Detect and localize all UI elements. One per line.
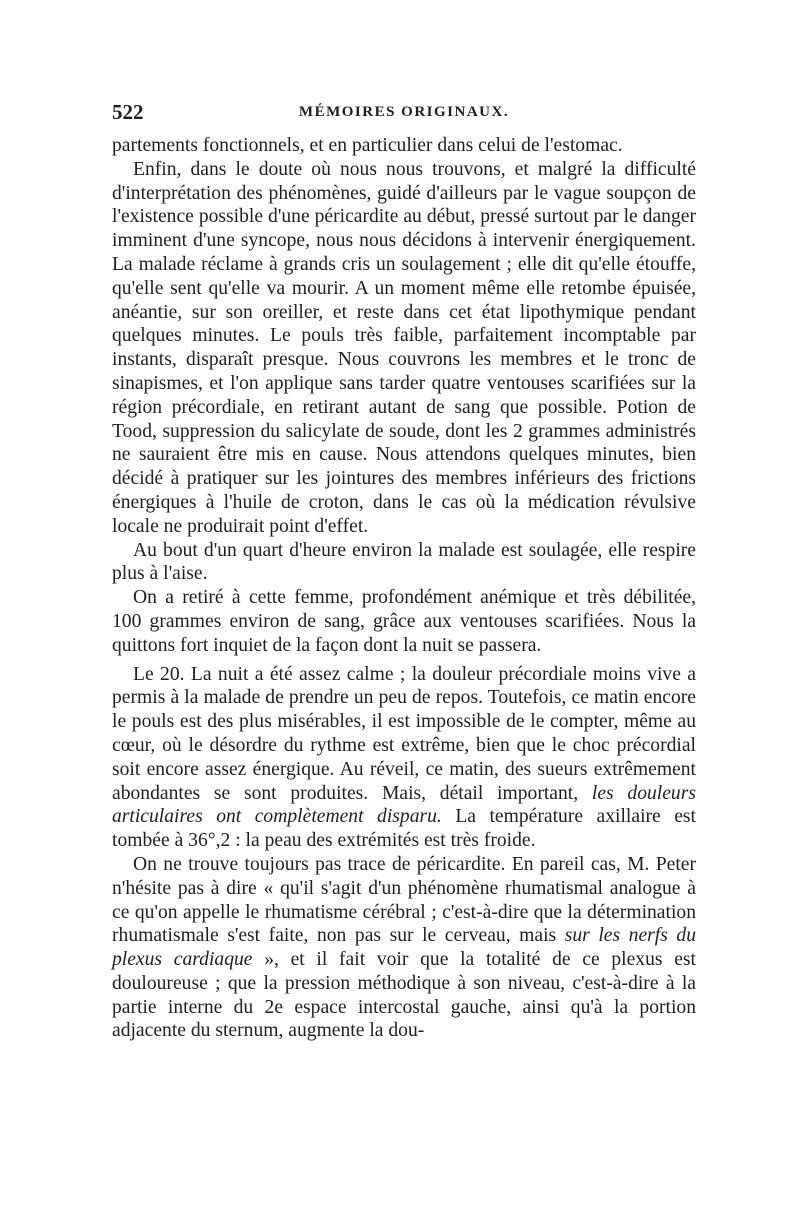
- paragraph-6-text-b: », et il fait voir que la totalité de ce plexus est douloureuse ; que la pression méthodique à son niveau, c'est-à-dire à la partie interne du 2e espace intercostal gauche, ainsi qu'à la portion adjacente du sternum, augmente la dou-: [112, 949, 696, 1042]
- paragraph-5-text-b: La température axillaire est tombée à 36°,2 : la peau des extrémités est très froide.: [112, 806, 696, 852]
- paragraph-6-emphasis: sur les nerfs du plexus cardiaque: [112, 925, 696, 971]
- paragraph-1: partements fonctionnels, et en particulier dans celui de l'estomac.: [112, 135, 623, 156]
- paragraph-6: [112, 853, 696, 1043]
- paragraph-3: Au bout d'un quart d'heure environ la malade est soulagée, elle respire plus à l'aise.: [112, 539, 696, 585]
- paragraph-4: On a retiré à cette femme, profondément anémique et très débilitée, 100 grammes environ de sang, grâce aux ventouses scarifiées. Nous la quittons fort inquiet de la façon dont la nuit se passera.: [112, 587, 696, 656]
- page-number: 522: [112, 100, 144, 124]
- paragraph-5: [112, 663, 696, 853]
- paragraph-5-text-a: Le 20. La nuit a été assez calme ; la douleur précordiale moins vive a permis à la malade de prendre un peu de repos. Toutefois, ce matin encore le pouls est des plus misérables, il est impossible de le compter, même au cœur, où le désordre du rythme est extrême, bien que le choc précordial soit encore assez énergique. Au réveil, ce matin, des sueurs extrêmement abondantes se sont produites. Mais, détail important,: [112, 663, 696, 804]
- running-title: MÉMOIRES ORIGINAUX.: [298, 104, 510, 120]
- page-header: [112, 100, 696, 130]
- paragraph-5-emphasis: les douleurs articulaires ont complètement disparu.: [112, 782, 696, 828]
- paragraph-2: Enfin, dans le doute où nous nous trouvons, et malgré la difficulté d'interprétation des phénomènes, guidé d'ailleurs par le vague soupçon de l'existence possible d'une péricardite au début, pressé surtout par le danger imminent d'une syncope, nous nous décidons à intervenir énergiquement. La malade réclame à grands cris un soulagement ; elle dit qu'elle étouffe, qu'elle sent qu'elle va mourir. A un moment même elle retombe épuisée, anéantie, sur son oreiller, et reste dans cet état lipothymique pendant quelques minutes. Le pouls très faible, parfaitement incomptable par instants, disparaît presque. Nous couvrons les membres et le tronc de sinapismes, et l'on applique sans tarder quatre ventouses scarifiées sur la région précordiale, en retirant autant de sang que possible. Potion de Tood, suppression du salicylate de soude, dont les 2 grammes administrés ne sauraient être mis en cause. Nous attendons quelques minutes, bien décidé à pratiquer sur les jointures des membres inférieurs des frictions énergiques à l'huile de croton, dans le cas où la médication révulsive locale ne produirait point d'effet.: [112, 158, 696, 537]
- body-text: [112, 134, 696, 1043]
- paragraph-6-text-a: On ne trouve toujours pas trace de péricardite. En pareil cas, M. Peter n'hésite pas à dire « qu'il s'agit d'un phénomène rhumatismal analogue à ce qu'on appelle le rhumatisme cérébral ; c'est-à-dire que la détermination rhumatismale s'est faite, non pas sur le cerveau, mais: [112, 853, 696, 947]
